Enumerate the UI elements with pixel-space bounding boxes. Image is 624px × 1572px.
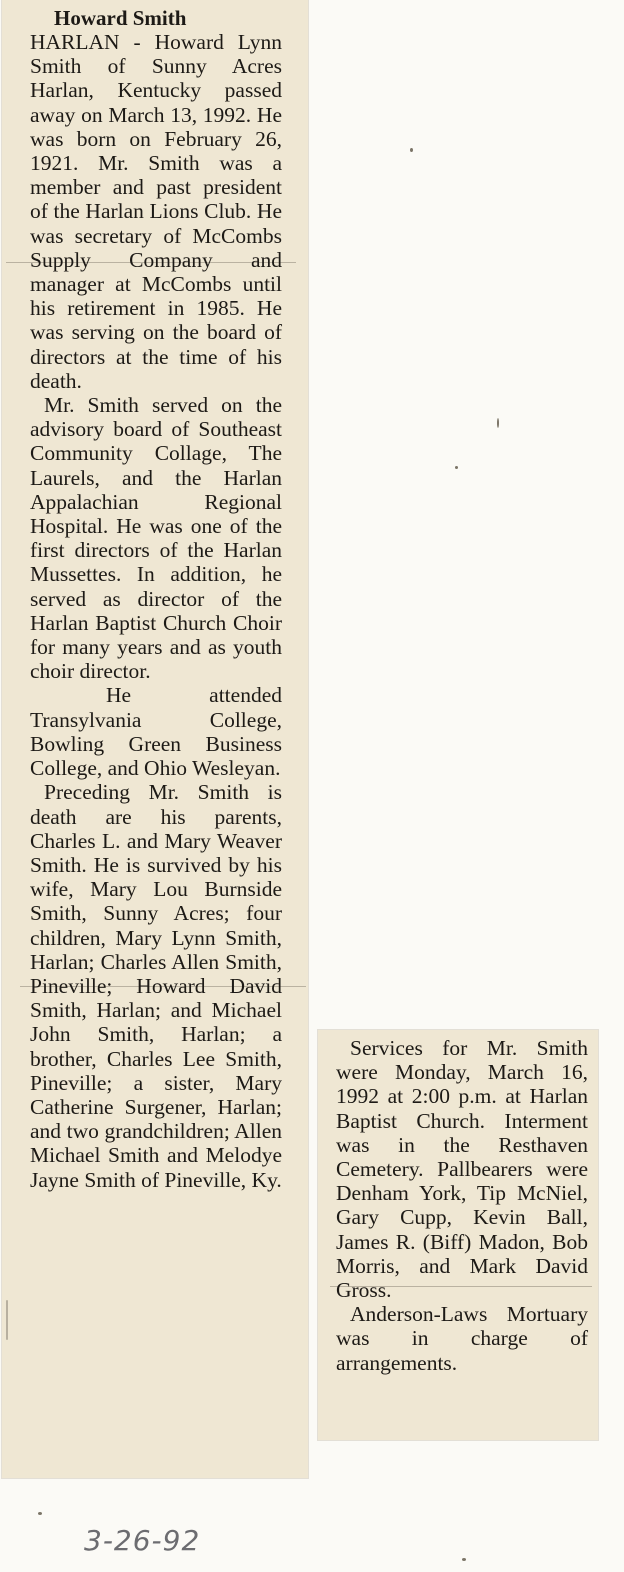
- paper-speck: [38, 1512, 42, 1515]
- handwritten-date: 3-26-92: [84, 1524, 201, 1557]
- paper-speck: [6, 1300, 8, 1340]
- obituary-paragraph: Mr. Smith served on the advisory board of Southeast Community Collage, The Laurels, and the Harlan Appalachian Regional Hospital. He was one of the first directors of the Harlan Mussettes. In addition, he served as director of the Harlan Baptist Church Choir for many years and as youth choir director.: [30, 393, 282, 684]
- obituary-headline: Howard Smith: [54, 6, 187, 30]
- paper-speck: [410, 148, 413, 152]
- paper-speck: [455, 466, 458, 469]
- services-paragraph: Anderson-Laws Mortuary was in charge of arrangements.: [336, 1302, 588, 1375]
- services-column: [336, 1036, 588, 1375]
- obituary-column: [30, 6, 282, 1192]
- paper-speck: [497, 418, 499, 428]
- obituary-paragraph: He attended Transylvania College, Bowling Green Business College, and Ohio Wesleyan.: [30, 683, 282, 781]
- obituary-paragraph: HARLAN - Howard Lynn Smith of Sunny Acres Harlan, Kentucky passed away on March 13, 1992. He was born on February 26, 1921. Mr. Smith was a member and past president of the Harlan Lions Club. He was secretary of McCombs Supply Company and manager at McCombs until his retirement in 1985. He was serving on the board of directors at the time of his death.: [30, 30, 282, 393]
- services-paragraph: Services for Mr. Smith were Monday, March 16, 1992 at 2:00 p.m. at Harlan Baptist Church. Interment was in the Resthaven Cemetery. Pallbearers were Denham York, Tip McNiel, Gary Cupp, Kevin Ball, James R. (Biff) Madon, Bob Morris, and Mark David Gross.: [336, 1036, 588, 1303]
- obituary-paragraph: Preceding Mr. Smith is death are his parents, Charles L. and Mary Weaver Smith. He is survived by his wife, Mary Lou Burnside Smith, Sunny Acres; four children, Mary Lynn Smith, Harlan; Charles Allen Smith, Pineville; Howard David Smith, Harlan; and Michael John Smith, Harlan; a brother, Charles Lee Smith, Pineville; a sister, Mary Catherine Surgener, Harlan; and two grandchildren; Allen Michael Smith and Melodye Jayne Smith of Pineville, Ky.: [30, 780, 282, 1192]
- paper-speck: [462, 1558, 466, 1561]
